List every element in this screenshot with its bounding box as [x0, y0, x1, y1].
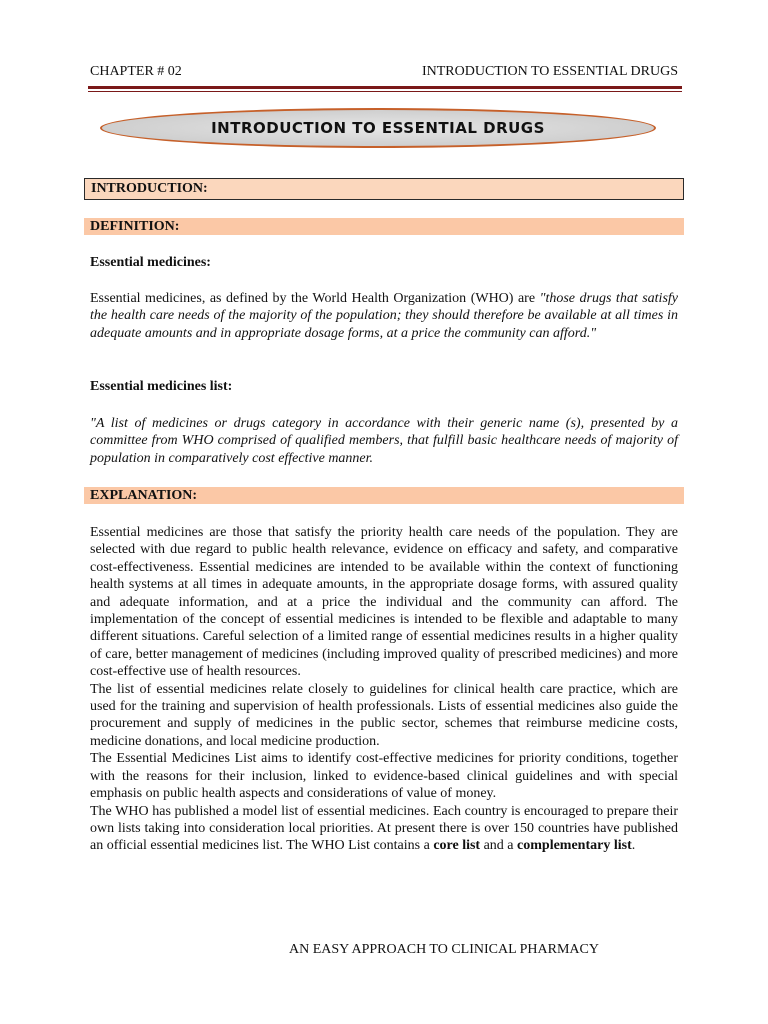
definition-quote: "those drugs that satisfy the health care needs of the majority of the population; they should therefore be available at all times in adequate amounts and in appropriate dosage forms, at a price the community can afford."	[90, 291, 679, 341]
chapter-label: CHAPTER # 02	[90, 64, 182, 79]
core-list-term: core list	[433, 838, 481, 854]
section-introduction: INTRODUCTION:	[84, 178, 684, 200]
p4-start-text: The WHO has published a model list of essential medicines. Each country is encouraged to prepare their own lists taking into consideration local priorities. At present there is over 150 countries have published an official essential medicines list. The WHO List contains a	[90, 803, 678, 854]
essential-list-definition	[90, 415, 678, 467]
explanation-paragraph-3: The Essential Medicines List aims to identify cost-effective medicines for priority conditions, together with the reasons for their inclusion, linked to evidence-based clinical guidelines and with special emphasis on public health aspects and considerations of value of money.	[90, 751, 678, 802]
chapter-title: INTRODUCTION TO ESSENTIAL DRUGS	[421, 64, 678, 79]
header-rule-thin	[88, 91, 682, 92]
explanation-paragraph-2: The list of essential medicines relate closely to guidelines for clinical health care practice, which are used for the training and supervision of health professionals. Lists of essential medicines also guide the procurement and supply of medicines in the public sector, schemes that reimburse medicine costs, medicine donations, and local medicine production.	[90, 681, 678, 749]
header-rule-thick	[88, 86, 682, 89]
explanation-paragraph-1: Essential medicines are those that satisfy the priority health care needs of the population. They are selected with due regard to public health relevance, evidence on efficacy and safety, and comparative cost-effectiveness. Essential medicines are intended to be available within the context of functioning health systems at all times in adequate amounts, in the appropriate dosage forms, with assured quality and adequate information, and at a price the individual and the community can afford. The implementation of the concept of essential medicines is intended to be flexible and adaptable to many different situations. Careful selection of a limited range of essential medicines results in a higher quality of care, better management of medicines (including improved quality of prescribed medicines) and more cost-effective use of health resources.	[90, 525, 678, 680]
section-explanation: EXPLANATION:	[84, 487, 684, 504]
p4-and-text: and a	[480, 838, 518, 854]
essential-list-heading: Essential medicines list:	[90, 379, 233, 394]
complementary-list-term: complementary list	[517, 838, 632, 854]
section-definition: DEFINITION:	[84, 218, 684, 235]
page-footer: AN EASY APPROACH TO CLINICAL PHARMACY	[289, 942, 599, 957]
definition-intro-text: Essential medicines, as defined by the World Health Organization (WHO) are	[90, 291, 540, 306]
title-banner: INTRODUCTION TO ESSENTIAL DRUGS	[100, 108, 656, 148]
page-header	[90, 64, 678, 80]
essential-medicines-heading: Essential medicines:	[90, 255, 211, 270]
essential-list-quote: "A list of medicines or drugs category in accordance with their generic name (s), presented by a committee from WHO comprised of qualified members, that fulfill basic healthcare needs of majority of population in comparatively cost effective manner.	[90, 416, 678, 466]
explanation-body	[90, 524, 678, 855]
p4-end-text: .	[631, 838, 636, 854]
essential-medicines-definition	[90, 290, 678, 342]
explanation-paragraph-4	[90, 803, 678, 855]
